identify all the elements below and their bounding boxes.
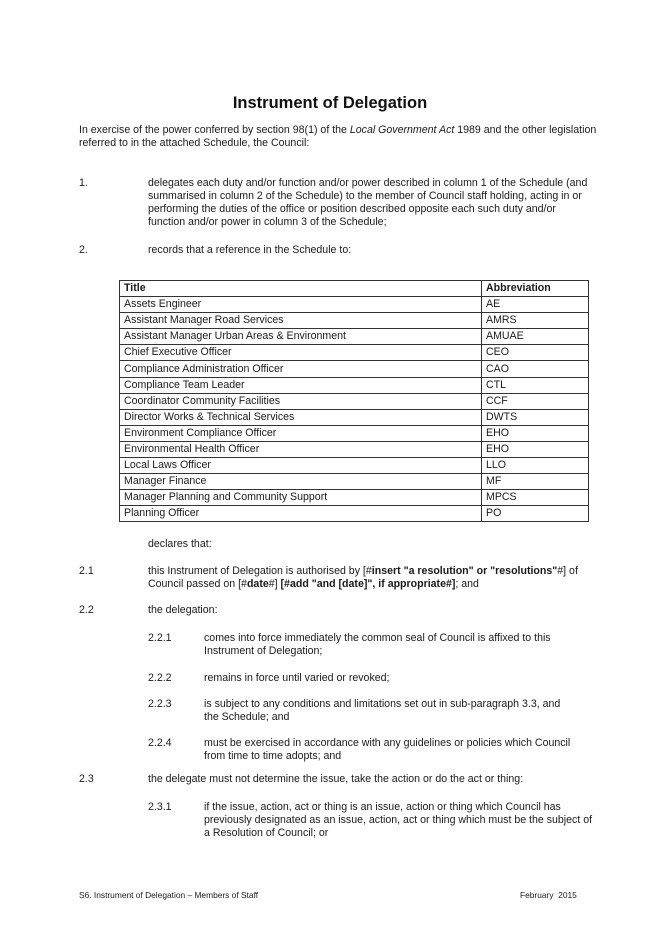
paragraph-text: the delegation:	[148, 604, 218, 616]
column-header-title: Title	[120, 281, 482, 297]
table-row	[120, 474, 589, 490]
cell-abbreviation: DWTS	[482, 409, 589, 425]
table-header-row	[120, 281, 589, 297]
cell-title: Environment Compliance Officer	[120, 425, 482, 441]
declares-that-text: declares that:	[148, 538, 212, 550]
cell-abbreviation: CCF	[482, 393, 589, 409]
cell-title: Director Works & Technical Services	[120, 409, 482, 425]
cell-title: Local Laws Officer	[120, 458, 482, 474]
cell-abbreviation: AE	[482, 297, 589, 313]
table-row	[120, 393, 589, 409]
table-row	[120, 313, 589, 329]
intro-text-end: 1989 and the other legislation referred to in the attached Schedule, the Council:	[79, 124, 597, 149]
paragraph-text: records that a reference in the Schedule to:	[148, 244, 352, 256]
cell-title: Chief Executive Officer	[120, 345, 482, 361]
cell-abbreviation: PO	[482, 506, 589, 522]
column-header-abbreviation: Abbreviation	[482, 281, 589, 297]
cell-abbreviation: AMUAE	[482, 329, 589, 345]
document-title: Instrument of Delegation	[232, 94, 428, 112]
abbreviation-table	[119, 280, 589, 522]
text-fragment: ; and	[455, 578, 479, 590]
table-row	[120, 361, 589, 377]
text-fragment: #]	[268, 578, 281, 590]
subparagraph-number: 2.2.4	[148, 737, 172, 749]
cell-title: Coordinator Community Facilities	[120, 393, 482, 409]
table-row	[120, 506, 589, 522]
intro-text-start: In exercise of the power conferred by section 98(1) of the	[79, 124, 350, 136]
paragraph-text: delegates each duty and/or function and/or power described in column 1 of the Schedule (and summarised in column 2 of the Schedule) to the member of Council staff holding, acting in or performing the duties of the office or position described opposite each such duty and/or function and/or power in column 3 of the Schedule;	[148, 177, 588, 228]
table-row	[120, 458, 589, 474]
cell-abbreviation: AMRS	[482, 313, 589, 329]
cell-title: Assistant Manager Road Services	[120, 313, 482, 329]
cell-title: Manager Planning and Community Support	[120, 490, 482, 506]
cell-title: Planning Officer	[120, 506, 482, 522]
cell-title: Environmental Health Officer	[120, 441, 482, 457]
cell-abbreviation: CEO	[482, 345, 589, 361]
subparagraph-number: 2.2.2	[148, 672, 172, 684]
cell-abbreviation: LLO	[482, 458, 589, 474]
cell-abbreviation: EHO	[482, 425, 589, 441]
paragraph-number: 2.2	[79, 604, 94, 616]
cell-abbreviation: MF	[482, 474, 589, 490]
footer-date: February 2015	[520, 890, 577, 900]
table-row	[120, 441, 589, 457]
table-row	[120, 329, 589, 345]
subparagraph-text: is subject to any conditions and limitations set out in sub-paragraph 3.3, and the Schedule; and	[204, 698, 561, 723]
cell-title: Manager Finance	[120, 474, 482, 490]
paragraph-number: 1.	[79, 177, 88, 189]
cell-title: Assistant Manager Urban Areas & Environment	[120, 329, 482, 345]
table-row	[120, 377, 589, 393]
paragraph-text	[148, 565, 593, 591]
cell-title: Assets Engineer	[120, 297, 482, 313]
text-fragment: this Instrument of Delegation is authorised by [#	[148, 565, 372, 577]
cell-abbreviation: CTL	[482, 377, 589, 393]
subparagraph-number: 2.2.1	[148, 632, 172, 644]
subparagraph-text: comes into force immediately the common seal of Council is affixed to this Instrument of Delegation;	[204, 632, 551, 657]
text-fragment: #] of Council passed on [#	[148, 565, 578, 590]
subparagraph-text: must be exercised in accordance with any guidelines or policies which Council from time to time adopts; and	[204, 737, 571, 762]
table-row	[120, 425, 589, 441]
footer-document-name: S6. Instrument of Delegation – Members of Staff	[79, 890, 259, 900]
paragraph-number: 2.1	[79, 565, 94, 577]
placeholder-resolution: insert "a resolution" or "resolutions"	[371, 565, 558, 577]
subparagraph-number: 2.3.1	[148, 801, 172, 813]
subparagraph-number: 2.2.3	[148, 698, 172, 710]
placeholder-date: date	[246, 578, 269, 590]
table-row	[120, 345, 589, 361]
paragraph-number: 2.3	[79, 773, 94, 785]
table-row	[120, 297, 589, 313]
placeholder-add-date: [#add "and [date]", if appropriate#]	[280, 578, 456, 590]
cell-title: Compliance Administration Officer	[120, 361, 482, 377]
cell-abbreviation: CAO	[482, 361, 589, 377]
table-row	[120, 409, 589, 425]
paragraph-number: 2.	[79, 244, 88, 256]
subparagraph-text: if the issue, action, act or thing is an issue, action or thing which Council has previously designated as an issue, action, act or thing which must be the subject of a Resolution of Council; or	[204, 801, 593, 839]
table-row	[120, 490, 589, 506]
cell-title: Compliance Team Leader	[120, 377, 482, 393]
subparagraph-text: remains in force until varied or revoked;	[204, 672, 390, 684]
act-name: Local Government Act	[349, 124, 455, 136]
cell-abbreviation: EHO	[482, 441, 589, 457]
intro-paragraph	[79, 124, 599, 150]
paragraph-text: the delegate must not determine the issue, take the action or do the act or thing:	[148, 773, 524, 785]
cell-abbreviation: MPCS	[482, 490, 589, 506]
